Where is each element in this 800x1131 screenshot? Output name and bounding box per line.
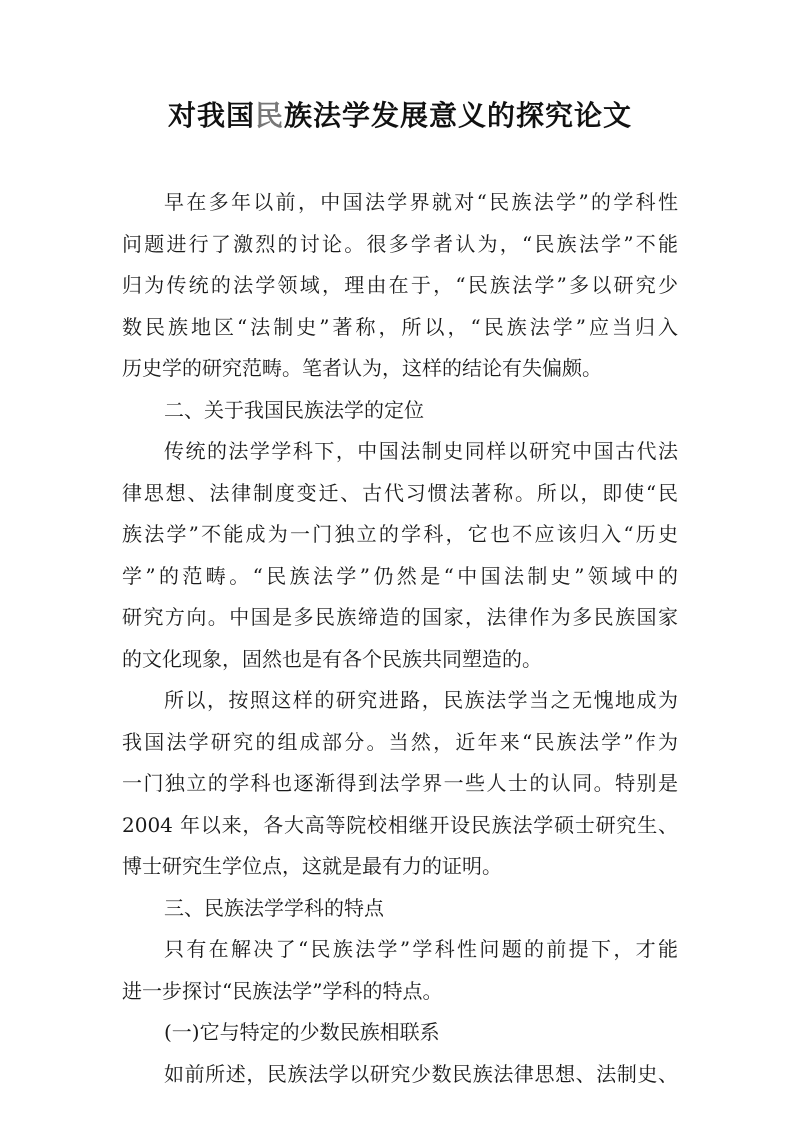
text-line: 律思想、法律制度变迁、古代习惯法著称。所以，即使“民 xyxy=(122,480,678,505)
text-line: 历史学的研究范畴。笔者认为，这样的结论有失偏颇。 xyxy=(122,356,602,380)
text-line: 博士研究生学位点，这就是最有力的证明。 xyxy=(122,854,502,878)
text-line: 问题进行了激烈的讨论。很多学者认为，“民族法学”不能 xyxy=(122,231,678,256)
text-line: 归为传统的法学领域，理由在于，“民族法学”多以研究少 xyxy=(122,273,678,297)
text-line: 进一步探讨“民族法学”学科的特点。 xyxy=(122,978,443,1003)
text-line: 2004 年以来，各大高等院校相继开设民族法学硕士研究生、 xyxy=(122,812,678,837)
text-line: 一门独立的学科也逐渐得到法学界一些人士的认同。特别是 xyxy=(122,771,678,795)
title-highlighted-char: 民 xyxy=(254,99,284,132)
text-line: 早在多年以前，中国法学界就对“民族法学”的学科性 xyxy=(164,190,678,214)
text-line: 研究方向。中国是多民族缔造的国家，法律作为多民族国家 xyxy=(122,605,678,629)
title-text-part-2: 族法学发展意义的探究论文 xyxy=(284,99,633,132)
title-text-part-1: 对我国 xyxy=(167,99,255,132)
text-line: 学”的范畴。“民族法学”仍然是“中国法制史”领域中的 xyxy=(122,563,678,588)
text-line: 数民族地区“法制史”著称，所以，“民族法学”应当归入 xyxy=(122,314,678,339)
text-line: (一)它与特定的少数民族相联系 xyxy=(164,1020,440,1044)
text-line: 族法学”不能成为一门独立的学科，它也不应该归入“历史 xyxy=(122,522,678,546)
text-line: 传统的法学学科下，中国法制史同样以研究中国古代法 xyxy=(164,439,678,463)
text-line: 所以，按照这样的研究进路，民族法学当之无愧地成为 xyxy=(164,688,678,712)
text-line: 二、关于我国民族法学的定位 xyxy=(164,397,424,422)
text-line: 只有在解决了“民族法学”学科性问题的前提下，才能 xyxy=(164,937,678,961)
text-line: 的文化现象，固然也是有各个民族共同塑造的。 xyxy=(122,646,542,671)
document-title xyxy=(0,94,800,134)
text-line: 我国法学研究的组成部分。当然，近年来“民族法学”作为 xyxy=(122,729,678,754)
text-line: 如前所述，民族法学以研究少数民族法律思想、法制史、 xyxy=(164,1061,678,1086)
text-line: 三、民族法学学科的特点 xyxy=(164,895,384,920)
document-body xyxy=(122,182,678,1095)
